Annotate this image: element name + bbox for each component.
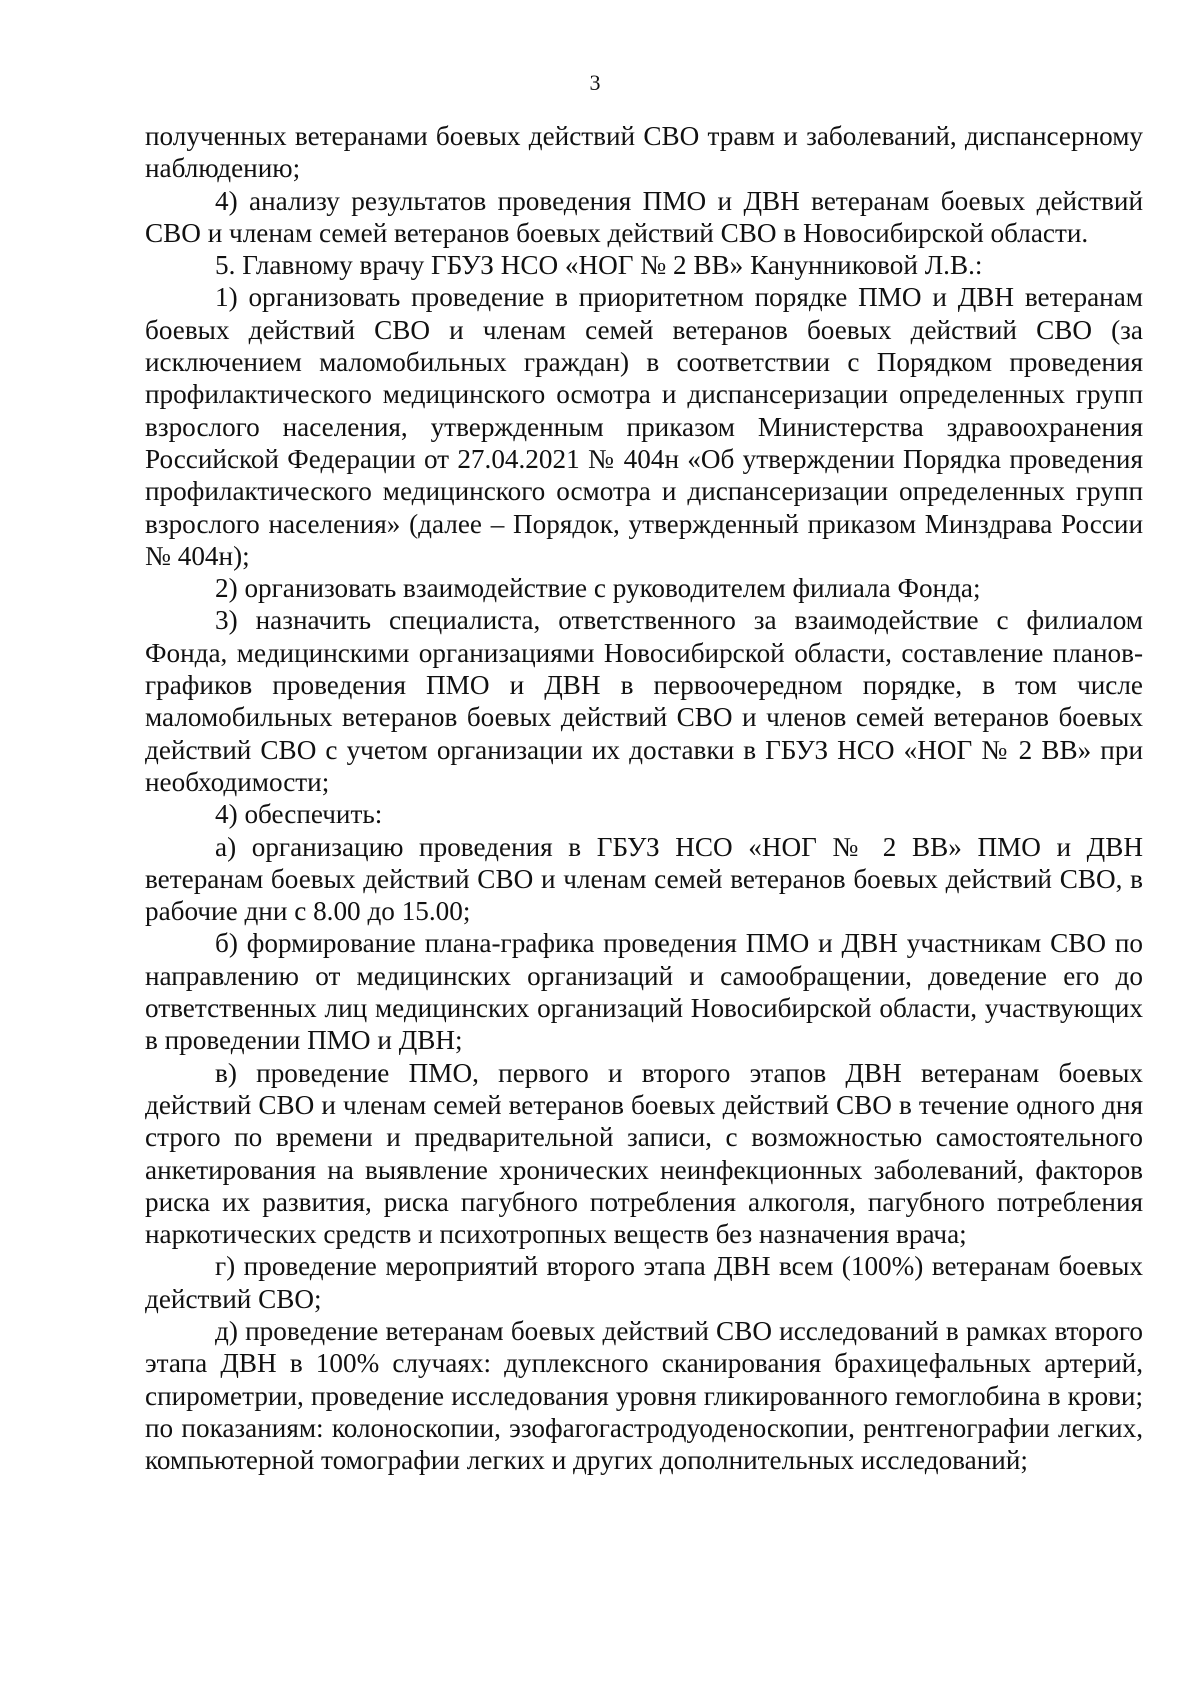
paragraph: 2) организовать взаимодействие с руководителем филиала Фонда; [215,573,981,604]
paragraph: 4) обеспечить: [215,799,383,830]
paragraph: полученных ветеранами боевых действий СВО травм и заболеваний, диспансерному наблюдению; [145,121,1143,184]
paragraph: 3) назначить специалиста, ответственного за взаимодействие с филиалом Фонда, медицинскими организациями Новосибирской области, составление планов-графиков проведения ПМО и ДВН в первоочередном порядке, в том числе маломобильных ветеранов боевых действий СВО и членов семей ветеранов боевых действий СВО с учетом организации их доставки в ГБУЗ НСО «НОГ № 2 ВВ» при необходимости; [145,605,1143,797]
paragraph: 5. Главному врачу ГБУЗ НСО «НОГ № 2 ВВ» Канунниковой Л.В.: [215,250,983,281]
paragraph: в) проведение ПМО, первого и второго этапов ДВН ветеранам боевых действий СВО и членам семей ветеранов боевых действий СВО в течение одного дня строго по времени и предварительной записи, с возможностью самостоятельного анкетирования на выявление хронических неинфекционных заболеваний, факторов риска их развития, риска пагубного потребления алкоголя, пагубного потребления наркотических средств и психотропных веществ без назначения врача; [145,1057,1143,1250]
paragraph: 4) анализу результатов проведения ПМО и ДВН ветеранам боевых действий СВО и членам семей ветеранов боевых действий СВО в Новосибирской области. [145,185,1143,248]
paragraph: г) проведение мероприятий второго этапа ДВН всем (100%) ветеранам боевых действий СВО; [145,1251,1143,1314]
paragraph: б) формирование плана-графика проведения ПМО и ДВН участникам СВО по направлению от медицинских организаций и самообращении, доведение его до ответственных лиц медицинских организаций Новосибирской области, участвующих в проведении ПМО и ДВН; [145,928,1143,1056]
paragraph: 1) организовать проведение в приоритетном порядке ПМО и ДВН ветеранам боевых действий СВО и членам семей ветеранов боевых действий СВО (за исключением маломобильных граждан) в соответствии с Порядком проведения профилактического медицинского осмотра и диспансеризации определенных групп взрослого населения, утвержденным приказом Министерства здравоохранения Российской Федерации от 27.04.2021 № 404н «Об утверждении Порядка проведения профилактического медицинского осмотра и диспансеризации определенных групп взрослого населения» (далее – Порядок, утвержденный приказом Минздрава России № 404н); [145,282,1143,571]
paragraph: а) организацию проведения в ГБУЗ НСО «НОГ № 2 ВВ» ПМО и ДВН ветеранам боевых действий СВО и членам семей ветеранов боевых действий СВО, в рабочие дни с 8.00 до 15.00; [145,831,1143,927]
body-text [145,120,1143,1476]
paragraph: д) проведение ветеранам боевых действий СВО исследований в рамках второго этапа ДВН в 100% случаях: дуплексного сканирования брахицефальных артерий, спирометрии, проведение исследования уровня гликированного гемоглобина в крови; по показаниям: колоноскопии, эзофагогастродуоденоскопии, рентгенографии легких, компьютерной томографии легких и других дополнительных исследований; [145,1315,1143,1476]
page-number: 3 [589,70,601,95]
